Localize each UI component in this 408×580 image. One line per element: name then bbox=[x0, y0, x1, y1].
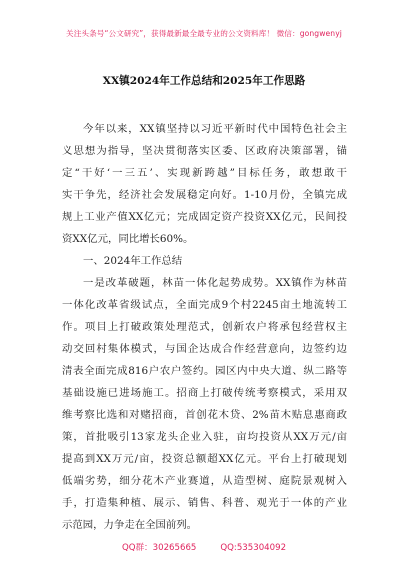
body-line: 基础设施已进场施工。招商上打破传统考察模式，采用双 bbox=[62, 387, 347, 399]
body-line: 实干争先，经济社会发展稳定向好。1-10月份，全镇完成 bbox=[62, 189, 347, 201]
body-line: 低端劣势，细分花木产业赛道，从造型树、庭院景观树入 bbox=[62, 475, 347, 487]
body-line: 维考察比选和对赌招商，首创花木贷、2%苗木贴息惠商政 bbox=[62, 409, 347, 421]
body-line: 定“干好‘一三五’、实现新跨越”目标任务，敢想敢干 bbox=[62, 167, 347, 179]
body-line: 作。项目上打破政策处理范式，创新农户将承包经营权主 bbox=[62, 321, 347, 333]
footer-contact bbox=[0, 541, 408, 553]
body-line: 今年以来，XX镇坚持以习近平新时代中国特色社会主 bbox=[83, 123, 347, 135]
body-line: 义思想为指导，坚决贯彻落实区委、区政府决策部署，锚 bbox=[62, 145, 347, 157]
document-title: XX镇2024年工作总结和2025年工作思路 bbox=[102, 75, 306, 87]
qq-group-number: QQ群：30265665 bbox=[121, 543, 197, 553]
body-line: 规上工业产值XX亿元；完成固定资产投资XX亿元，民间投 bbox=[62, 211, 347, 223]
body-line: 动交回村集体模式，与国企达成合作经营意向，边签约边 bbox=[62, 343, 347, 355]
body-line: 示范园，力争走在全国前列。 bbox=[62, 519, 198, 531]
body-line: 一体化改革省级试点，全面完成9个村2245亩土地流转工 bbox=[62, 299, 347, 311]
body-line: 资XX亿元，同比增长60%。 bbox=[62, 233, 194, 245]
body-line: 策，首批吸引13家龙头企业入驻，亩均投资从XX万元/亩 bbox=[62, 431, 347, 443]
body-line: 清表全面完成816户农户签约。园区内中央大道、纵二路等 bbox=[62, 365, 347, 377]
header-banner: 关注头条号“公文研究”，获得最新最全最专业的公文资料库！ 微信：gongwenyj bbox=[66, 29, 342, 38]
document-body bbox=[62, 118, 347, 536]
qq-number: QQ:535304092 bbox=[220, 543, 287, 553]
body-line: 手，打造集种植、展示、销售、科普、观光于一体的产业 bbox=[62, 497, 347, 509]
body-line: 提高到XX万元/亩，投资总额超XX亿元。平台上打破现划 bbox=[62, 453, 347, 465]
body-line: 一是改革破题，林苗一体化起势成势。XX镇作为林苗 bbox=[83, 277, 347, 289]
section-heading: 一、2024年工作总结 bbox=[83, 255, 183, 267]
